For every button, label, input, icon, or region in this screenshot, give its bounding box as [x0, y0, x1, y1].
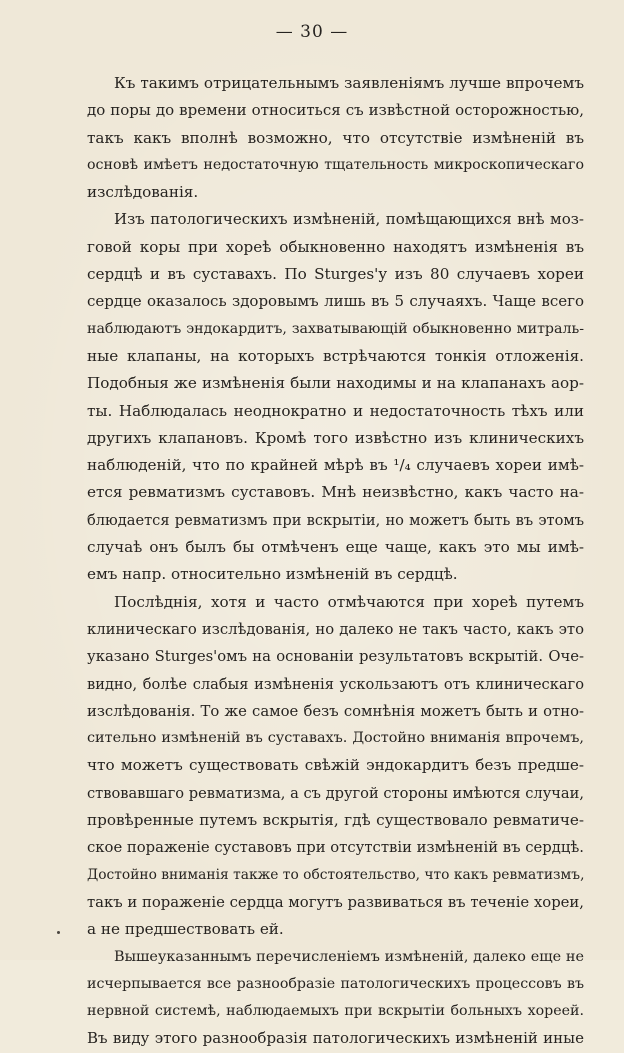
ink-speck: [57, 931, 60, 934]
paragraph-3: [87, 589, 584, 944]
text-line: изслѣдованія. То же самое безъ сомнѣнія можетъ быть и отно-: [87, 702, 584, 720]
text-line: наблюдаютъ эндокардитъ, захватывающій обыкновенно митраль-: [87, 320, 584, 337]
text-line: ные клапаны, на которыхъ встрѣчаются тонкія отложенія.: [87, 346, 584, 365]
text-line: емъ напр. относительно измѣненій въ сердцѣ.: [87, 565, 458, 584]
text-line: указано Sturges'омъ на основаніи результатовъ вскрытій. Оче-: [87, 648, 584, 666]
text-line: Достойно вниманія также то обстоятельство, что какъ ревматизмъ,: [87, 866, 585, 883]
text-line: что можетъ существовать свѣжій эндокардитъ безъ предше-: [87, 756, 584, 775]
text-line: ствовавшаго ревматизма, а съ другой стороны имѣются случаи,: [87, 784, 584, 802]
text-line: нервной системѣ, наблюдаемыхъ при вскрытіи больныхъ хореей.: [87, 1003, 584, 1020]
paragraph-2: [87, 206, 584, 588]
text-line: сительно измѣненій въ суставахъ. Достойно вниманія впрочемъ,: [87, 730, 584, 747]
text-line: сердце оказалось здоровымъ лишь въ 5 случаяхъ. Чаще всего: [87, 292, 584, 311]
text-line: такъ и пораженіе сердца могутъ развиваться въ теченіе хореи,: [87, 893, 584, 911]
text-line: сердцѣ и въ суставахъ. По Sturges'у изъ 80 случаевъ хореи: [87, 265, 584, 284]
text-line: Къ такимъ отрицательнымъ заявленіямъ лучше впрочемъ: [114, 74, 584, 92]
text-line: клиническаго изслѣдованія, но далеко не такъ часто, какъ это: [87, 620, 584, 638]
text-line: основѣ имѣетъ недостаточную тщательность микроскопическаго: [87, 156, 584, 173]
text-line: исчерпывается все разнообразіе патологическихъ процессовъ въ: [87, 975, 584, 992]
body-text: [87, 70, 584, 1053]
text-line: ское пораженіе суставовъ при отсутствіи измѣненій въ сердцѣ.: [87, 839, 585, 857]
text-line: Послѣднія, хотя и часто отмѣчаются при хореѣ путемъ: [114, 592, 584, 611]
text-line: Вышеуказаннымъ перечисленіемъ измѣненій, далеко еще не: [114, 948, 584, 965]
text-line: случаѣ онъ былъ бы отмѣченъ еще чаще, какъ это мы имѣ-: [87, 538, 584, 557]
text-line: ется ревматизмъ суставовъ. Мнѣ неизвѣстно, какъ часто на-: [87, 483, 584, 502]
text-line: блюдается ревматизмъ при вскрытіи, но можетъ быть въ этомъ: [87, 511, 584, 529]
text-line: провѣренные путемъ вскрытія, гдѣ существовало ревматиче-: [87, 811, 584, 830]
text-line: ты. Наблюдалась неоднократно и недостаточность тѣхъ или: [87, 401, 584, 420]
text-line: видно, болѣе слабыя измѣненія ускользаютъ отъ клиническаго: [87, 675, 584, 693]
text-line: до поры до времени относиться съ извѣстной осторожностью,: [87, 101, 584, 120]
text-line: Въ виду этого разнообразія патологическихъ измѣненій иные: [87, 1029, 584, 1048]
paragraph-1: [87, 70, 584, 206]
text-line: говой коры при хореѣ обыкновенно находятъ измѣненія въ: [87, 237, 584, 256]
text-line: изслѣдованія.: [87, 183, 199, 202]
text-line: Изъ патологическихъ измѣненій, помѣщающихся внѣ моз-: [114, 210, 584, 229]
page-number: — 30 —: [275, 22, 349, 42]
text-line: другихъ клапановъ. Кромѣ того извѣстно изъ клиническихъ: [87, 428, 584, 447]
text-line: Подобныя же измѣненія были находимы и на клапанахъ аор-: [87, 374, 584, 393]
text-line: наблюденій, что по крайней мѣрѣ въ ¹/₄ случаевъ хореи имѣ-: [87, 456, 584, 475]
text-line: а не предшествовать ей.: [87, 920, 284, 939]
text-line: такъ какъ вполнѣ возможно, что отсутствіе измѣненій въ: [87, 128, 584, 147]
